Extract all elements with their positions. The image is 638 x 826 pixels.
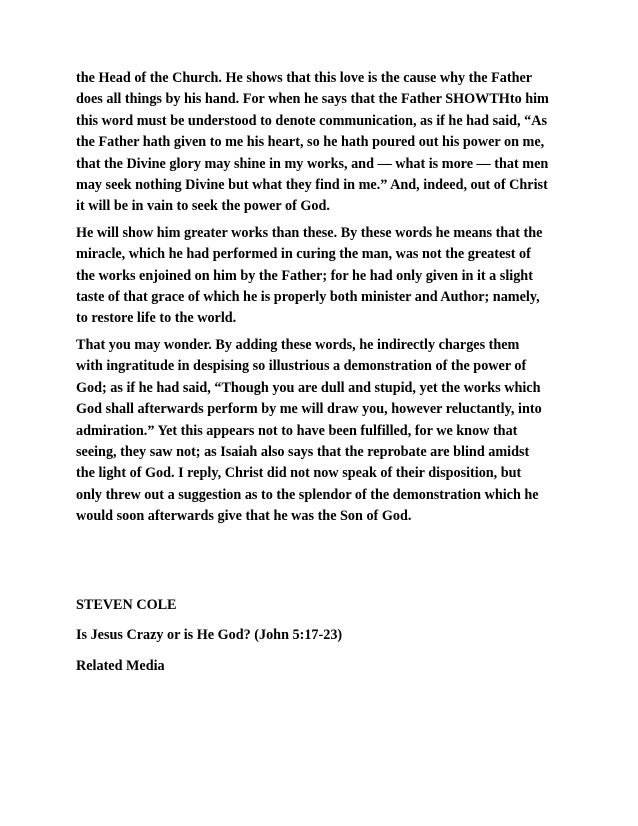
text-line: may seek nothing Divine but what they find in me.” And, indeed, out of Christ <box>76 177 548 194</box>
text-line: the light of God. I reply, Christ did not now speak of their disposition, but <box>76 465 522 482</box>
text-line: seeing, they saw not; as Isaiah also says that the reprobate are blind amidst <box>76 443 530 460</box>
text-line: the Head of the Church. He shows that this love is the cause why the Father <box>76 70 533 86</box>
author-name: STEVEN COLE <box>76 597 177 613</box>
related-media-label: Related Media <box>76 657 165 674</box>
text-line: does all things by his hand. For when he says that the Father SHOWTHto him <box>76 91 549 108</box>
text-line: would soon afterwards give that he was the Son of God. <box>76 508 412 525</box>
text-line: admiration.” Yet this appears not to have been fulfilled, for we know that <box>76 422 518 439</box>
paragraph-3 <box>76 335 568 528</box>
text-line: the Father hath given to me his heart, so he hath poured out his power on me, <box>76 134 545 151</box>
text-line: that the Divine glory may shine in my works, and — what is more — that men <box>76 155 549 172</box>
sermon-title: Is Jesus Crazy or is He God? (John 5:17-23) <box>76 627 343 644</box>
text-line: That you may wonder. By adding these words, he indirectly charges them <box>76 336 520 353</box>
paragraph-1 <box>76 68 568 218</box>
text-line: this word must be understood to denote communication, as if he had said, “As <box>76 112 547 129</box>
page-footer <box>76 595 568 686</box>
text-line: taste of that grace of which he is properly both minister and Author; namely, <box>76 289 540 306</box>
text-line: the works enjoined on him by the Father; for he had only given in it a slight <box>76 267 533 284</box>
text-line: it will be in vain to seek the power of God. <box>76 198 330 215</box>
text-line: God shall afterwards perform by me will draw you, however reluctantly, into <box>76 401 542 418</box>
text-line: only threw out a suggestion as to the splendor of the demonstration which he <box>76 486 539 503</box>
text-line: God; as if he had said, “Though you are dull and stupid, yet the works which <box>76 379 541 396</box>
text-line: miracle, which he had performed in curing the man, was not the greatest of <box>76 246 531 263</box>
text-line: with ingratitude in despising so illustrious a demonstration of the power of <box>76 358 527 375</box>
paragraph-2 <box>76 223 568 330</box>
body-text <box>76 68 568 533</box>
text-line: to restore life to the world. <box>76 310 237 327</box>
text-line: He will show him greater works than these. By these words he means that the <box>76 224 543 241</box>
